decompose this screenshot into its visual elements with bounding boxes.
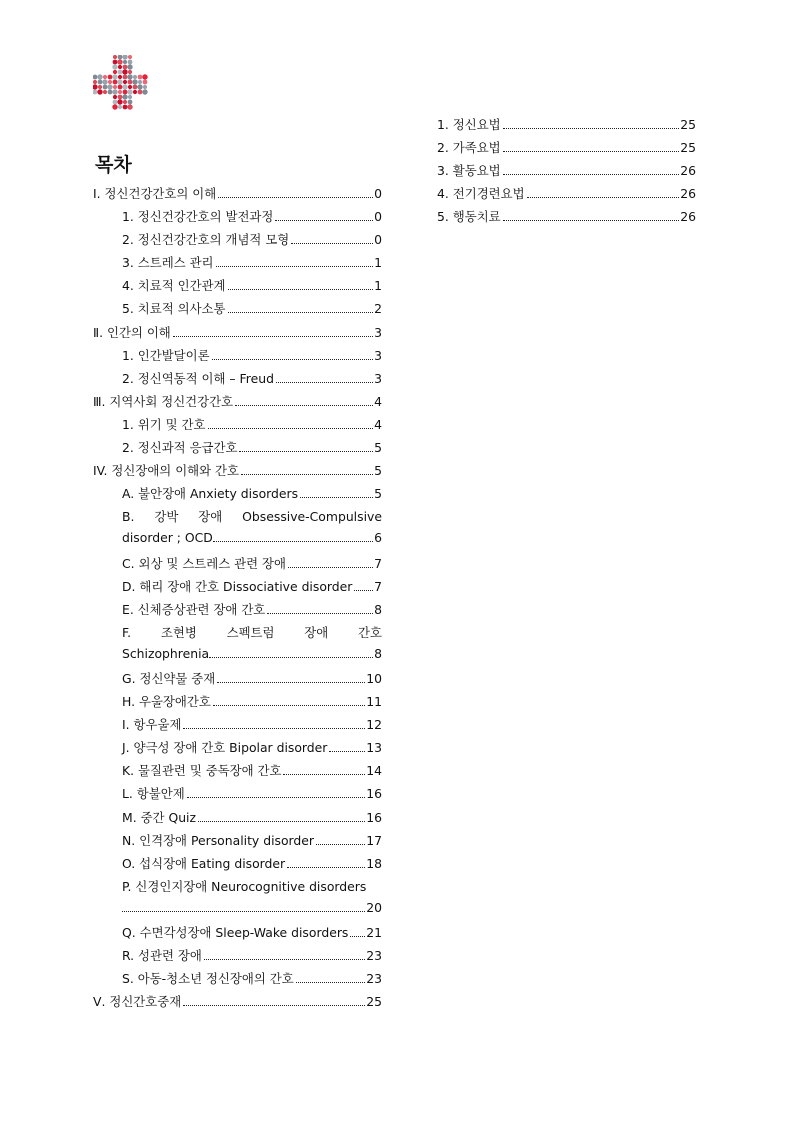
toc-entry[interactable]	[93, 761, 382, 784]
toc-page-number: 26	[680, 186, 696, 202]
dot-leader	[122, 911, 365, 912]
toc-entry[interactable]	[93, 346, 382, 369]
dot-leader	[354, 590, 373, 591]
toc-page-number: 8	[374, 645, 382, 661]
toc-entry[interactable]	[93, 253, 382, 276]
dot-leader	[503, 174, 680, 175]
toc-entry-word: 간호	[358, 624, 382, 640]
toc-entry-label: G. 정신약물 중재	[122, 670, 216, 686]
toc-entry[interactable]	[93, 923, 382, 946]
toc-page-number: 18	[366, 855, 382, 871]
toc-entry[interactable]	[93, 715, 382, 738]
toc-entry[interactable]	[93, 669, 382, 692]
dot-leader	[296, 982, 365, 983]
toc-entry[interactable]	[93, 438, 382, 461]
toc-entry[interactable]	[93, 808, 382, 831]
toc-page-number: 11	[366, 694, 382, 710]
toc-entry-continuation[interactable]	[93, 646, 382, 669]
toc-entry[interactable]	[93, 554, 382, 577]
dot-leader	[209, 657, 373, 658]
dot-leader	[217, 682, 365, 683]
dot-leader	[183, 728, 365, 729]
toc-entry[interactable]	[93, 992, 382, 1015]
toc-entry-word: 강박	[154, 509, 179, 525]
toc-entry-label: L. 항불안제	[122, 786, 185, 802]
dot-leader	[329, 751, 365, 752]
toc-entry[interactable]	[93, 623, 382, 646]
toc-page-number: 5	[374, 486, 382, 502]
toc-entry[interactable]	[93, 692, 382, 715]
toc-page-number: 3	[374, 347, 382, 363]
dot-leader	[204, 959, 365, 960]
toc-entry-word: 조현병	[160, 624, 197, 640]
toc-entry-label: 3. 활동요법	[437, 163, 501, 179]
dot-leader	[198, 821, 365, 822]
toc-entry[interactable]	[93, 461, 382, 484]
toc-entry-label: Schizophrenia	[122, 645, 210, 661]
toc-entry-label: 2. 가족요법	[437, 140, 501, 156]
toc-entry[interactable]	[93, 299, 382, 322]
toc-entry-word: B.	[122, 509, 135, 525]
toc-page-number: 20	[366, 899, 382, 915]
toc-entry[interactable]	[93, 323, 382, 346]
dot-leader	[228, 289, 374, 290]
dot-leader	[235, 405, 373, 406]
toc-page-number: 7	[374, 578, 382, 594]
toc-page-number: 16	[366, 786, 382, 802]
toc-page-number: 14	[366, 763, 382, 779]
toc-page-number: 3	[374, 324, 382, 340]
toc-entry[interactable]	[93, 946, 382, 969]
toc-entry-label: 5. 치료적 의사소통	[122, 301, 226, 317]
medical-cross-logo	[93, 55, 149, 111]
toc-page-number: 12	[366, 717, 382, 733]
toc-entry[interactable]	[437, 115, 696, 138]
toc-page-number: 8	[374, 601, 382, 617]
toc-entry[interactable]	[93, 600, 382, 623]
toc-entry-label: Ⅰ. 정신건강간호의 이해	[93, 186, 217, 201]
toc-page-number: 25	[680, 117, 696, 132]
toc-entry-label: 1. 정신요법	[437, 117, 501, 132]
dot-leader	[213, 705, 365, 706]
toc-page-number: 23	[366, 971, 382, 987]
dot-leader	[300, 497, 373, 498]
toc-entry-label: Ⅲ. 지역사회 정신건강간호	[93, 393, 234, 409]
toc-entry-word: Obsessive-Compulsive	[242, 509, 382, 525]
toc-entry-label: Ⅱ. 인간의 이해	[93, 324, 171, 340]
dot-leader	[316, 844, 365, 845]
dot-leader	[283, 774, 365, 775]
toc-entry-label: K. 물질관련 및 중독장애 간호	[122, 763, 282, 779]
toc-entry-label: E. 신체증상관련 장애 간호	[122, 601, 266, 617]
toc-page-number: 23	[366, 948, 382, 964]
dot-leader	[287, 867, 365, 868]
toc-entry[interactable]	[437, 184, 696, 207]
toc-entry[interactable]	[93, 276, 382, 299]
toc-page-number: 5	[374, 463, 382, 479]
toc-entry-word: 장애	[198, 509, 223, 525]
toc-entry[interactable]	[93, 831, 382, 854]
toc-entry[interactable]	[437, 207, 696, 230]
toc-entry[interactable]	[93, 784, 382, 807]
toc-page-number: 25	[366, 994, 382, 1010]
toc-entry[interactable]	[93, 230, 382, 253]
toc-entry[interactable]	[93, 415, 382, 438]
toc-entry-label: H. 우울장애간호	[122, 694, 211, 710]
toc-entry-label: 2. 정신역동적 이해 – Freud	[122, 370, 274, 386]
toc-entry[interactable]	[93, 738, 382, 761]
toc-entry-label: Q. 수면각성장애 Sleep-Wake disorders	[122, 925, 349, 940]
toc-page-number: 13	[366, 740, 382, 756]
toc-entry-label: 1. 인간발달이론	[122, 347, 210, 363]
dot-leader	[276, 382, 373, 383]
dot-leader	[275, 220, 373, 221]
toc-entry-label: 3. 스트레스 관리	[122, 255, 214, 271]
toc-page-number: 2	[374, 301, 382, 317]
toc-entry[interactable]	[93, 507, 382, 530]
toc-page-number: 0	[374, 186, 382, 201]
dot-leader	[288, 567, 373, 568]
toc-entry-label: disorder ; OCD	[122, 530, 213, 546]
toc-entry[interactable]	[437, 138, 696, 161]
toc-entry-label: M. 중간 Quiz	[122, 809, 196, 825]
dot-leader	[239, 451, 373, 452]
toc-entry-label: 1. 위기 및 간호	[122, 416, 206, 432]
toc-entry-label: IV. 정신장애의 이해와 간호	[93, 463, 239, 479]
toc-entry-label: N. 인격장애 Personality disorder	[122, 832, 315, 848]
toc-page-number: 1	[374, 278, 382, 294]
toc-entry-label: R. 성관련 장애	[122, 948, 202, 964]
toc-page-number: 10	[366, 670, 382, 686]
toc-entry-word: 장애	[304, 624, 329, 640]
toc-entry[interactable]	[93, 854, 382, 877]
toc-entry-label: S. 아동-청소년 정신장애의 간호	[122, 971, 294, 987]
toc-entry[interactable]	[93, 577, 382, 600]
toc-page-number: 16	[366, 809, 382, 825]
toc-page-number: 25	[680, 140, 696, 156]
dot-leader	[212, 359, 374, 360]
toc-entry[interactable]	[93, 877, 382, 900]
toc-entry-label: Ⅴ. 정신간호중재	[93, 994, 182, 1010]
dot-leader	[503, 220, 680, 221]
dot-leader	[173, 336, 373, 337]
toc-entry-continuation[interactable]	[93, 530, 382, 553]
toc-entry-label: 2. 정신건강간호의 개념적 모형	[122, 232, 290, 248]
toc-entry-label: I. 항우울제	[122, 717, 182, 733]
toc-page-number: 26	[680, 209, 696, 225]
toc-page-number: 3	[374, 370, 382, 386]
toc-entry-label: 4. 치료적 인간관계	[122, 278, 226, 294]
toc-entry-label: 5. 행동치료	[437, 209, 501, 225]
dot-leader	[183, 1005, 365, 1006]
toc-page-number: 26	[680, 163, 696, 179]
dot-leader	[228, 312, 374, 313]
toc-entry[interactable]	[93, 207, 382, 230]
toc-entry-label: D. 해리 장애 간호 Dissociative disorder	[122, 578, 353, 594]
dot-leader	[187, 797, 366, 798]
toc-right-column	[437, 115, 696, 230]
toc-entry-label: 1. 정신건강간호의 발전과정	[122, 209, 274, 225]
toc-entry-label: P. 신경인지장애 Neurocognitive disorders	[122, 878, 367, 894]
toc-page-number: 4	[374, 393, 382, 409]
toc-page-number: 0	[374, 209, 382, 225]
toc-page-number: 17	[366, 832, 382, 848]
dot-leader	[527, 197, 680, 198]
dot-leader	[350, 936, 365, 937]
toc-page-number: 6	[374, 530, 382, 546]
toc-entry-continuation[interactable]	[93, 900, 382, 923]
toc-page-number: 1	[374, 255, 382, 271]
dot-leader	[291, 243, 373, 244]
dot-leader	[216, 266, 374, 267]
toc-page-number: 7	[374, 555, 382, 571]
page-title: 목차	[95, 154, 132, 176]
toc-entry-label: A. 불안장애 Anxiety disorders	[122, 486, 299, 502]
toc-page-number: 4	[374, 416, 382, 432]
dot-leader	[241, 474, 373, 475]
dot-leader	[503, 128, 680, 129]
toc-page-number: 0	[374, 232, 382, 248]
toc-entry[interactable]	[437, 161, 696, 184]
toc-page-number: 5	[374, 440, 382, 456]
toc-left-column	[93, 184, 382, 1015]
dot-leader	[218, 197, 373, 198]
dot-leader	[213, 541, 373, 542]
toc-entry-label: J. 양극성 장애 간호 Bipolar disorder	[122, 740, 328, 756]
toc-entry[interactable]	[93, 484, 382, 507]
toc-entry[interactable]	[93, 392, 382, 415]
dot-leader	[267, 613, 373, 614]
toc-entry-label: 4. 전기경련요법	[437, 186, 525, 202]
toc-entry-word: F.	[122, 624, 132, 640]
dot-leader	[503, 151, 680, 152]
toc-page-number: 21	[366, 925, 382, 940]
toc-entry-label: C. 외상 및 스트레스 관련 장애	[122, 555, 286, 571]
toc-entry[interactable]	[93, 369, 382, 392]
toc-entry-label: 2. 정신과적 응급간호	[122, 440, 238, 456]
toc-entry[interactable]	[93, 969, 382, 992]
toc-entry-label: O. 섭식장애 Eating disorder	[122, 855, 286, 871]
dot-leader	[208, 428, 374, 429]
toc-entry[interactable]	[93, 184, 382, 207]
toc-entry-word: 스펙트럼	[226, 624, 275, 640]
